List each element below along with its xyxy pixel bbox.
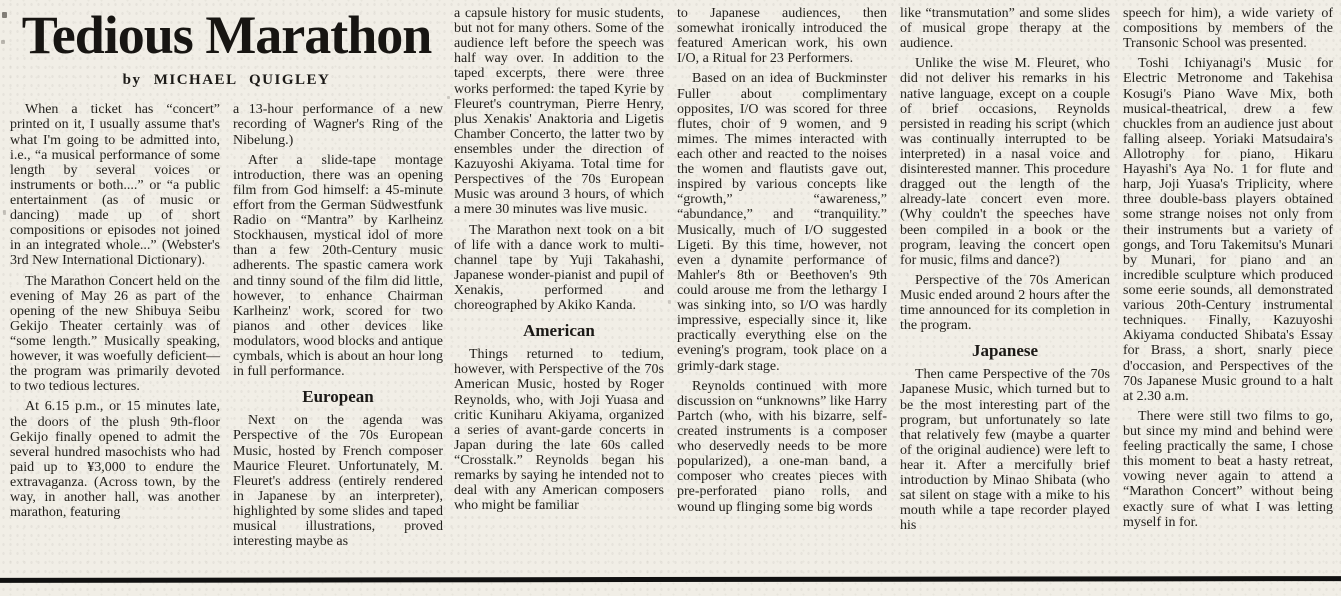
article-column-6 xyxy=(1123,6,1333,574)
section-heading: European xyxy=(302,387,374,407)
article-paragraph: Reynolds continued with more discussion on “unknowns” like Harry Partch (who, with his bizarre, self-created instruments is a composer who deservedly needs to be more popularized), a one-man band, a composer who creates pieces with pre-perforated piano rolls, and wound up flinging some big words xyxy=(677,378,887,515)
article-paragraph: like “transmutation” and some slides of musical grope therapy at the audience. xyxy=(900,6,1110,52)
article-column-3 xyxy=(454,6,664,574)
article-paragraph: a capsule history for music students, but not for many others. Some of the audience left before the speech was half way over. In addition to the taped excerpts, there were three works performed: the taped Kyrie by Fleuret's countryman, Pierre Henry, plus Xenakis' Anaktoria and Ligetis Chamber Concerto, the latter two by ensembles under the direction of Kazuyoshi Akiyama. Total time for Perspectives of the 70s European Music was around 3 hours, of which a mere 30 minutes was live music. xyxy=(454,6,664,218)
section-heading: Japanese xyxy=(971,341,1039,361)
article-paragraph: At 6.15 p.m., or 15 minutes late, the doors of the plush 9th-floor Gekijo finally opened to admit the several hundred masochists who had paid up to ¥3,000 to endure the extravaganza. (Across town, by the way, in another hall, was another marathon, featuring xyxy=(10,399,220,521)
article-paragraph: a 13-hour performance of a new recording of Wagner's Ring of the Nibelung.) xyxy=(233,102,443,148)
scan-speckle xyxy=(447,96,450,99)
article-paragraph: Toshi Ichiyanagi's Music for Electric Metronome and Takehisa Kosugi's Piano Wave Mix, both musical-theatrical, drew a few chuckles from an audience just about falling alseep. Yoriaki Matsudaira's Allotrophy for piano, Hikaru Hayashi's Aya No. 1 for flute and harp, Joji Yuasa's Triplicity, where three double-bass players obtained some strange noises not only from their instruments but a variety of gongs, and Toru Takemitsu's Munari by Munari, for piano and an incredible sculpture which produced some eerie sounds, all demonstrated various 20th-Century instrumental techniques. Finally, Kazuyoshi Akiyama conducted Shibata's Essay for Brass, a short, snarly piece d'occasion, and Perspectives of the 70s Japanese Music ground to a halt at 2.30 a.m. xyxy=(1123,56,1333,404)
article-paragraph: Perspective of the 70s American Music ended around 2 hours after the time announced for its completion in the program. xyxy=(900,272,1110,334)
article-paragraph: to Japanese audiences, then somewhat ironically introduced the featured American work, his own I/O, a Ritual for 23 Performers. xyxy=(677,6,887,67)
article-byline: by MICHAEL QUIGLEY xyxy=(122,72,331,89)
article-lead-columns xyxy=(10,102,443,562)
scan-speckle xyxy=(2,12,7,18)
article-paragraph: After a slide-tape montage introduction, there was an opening film from God himself: a 45-minute effort from the German Südwestfunk Radio on “Mantra” by Karlheinz Stockhausen, mystical idol of more than a few 20th-Century music adherents. The spastic camera work and tinny sound of the film did little, however, to enhance Chairman Karlheinz' work, scored for two pianos and other devices like modulators, wood blocks and antique cymbals, which is about an hour long in full performance. xyxy=(233,152,443,380)
article-paragraph: There were still two films to go, but since my mind and behind were feeling practically the same, I chose this moment to beat a hasty retreat, vowing never again to attend a “Marathon Concert” without being exactly sure of what I was letting myself in for. xyxy=(1123,408,1333,530)
article-paragraph: Next on the agenda was Perspective of the 70s European Music, hosted by French composer Maurice Fleuret. Unfortunately, M. Fleuret's address (entirely rendered in Japanese by an interpreter), highlighted by some slides and taped musical illustrations, proved interesting maybe as xyxy=(233,413,443,550)
scan-speckle xyxy=(668,300,671,304)
bottom-rule xyxy=(0,576,1341,583)
article-column-2 xyxy=(233,102,443,562)
section-heading: American xyxy=(523,321,595,341)
article-title: Tedious Marathon xyxy=(21,5,432,65)
article-paragraph: When a ticket has “concert” printed on it, I usually assume that's what I'm going to be admitted into, i.e., “a musical performance of some length by several voices or instruments or both....” or “a public entertainment (as of music or dancing) made up of short compositions or episodes not joined in an integrated whole...” (Webster's 3rd New International Dictionary). xyxy=(10,102,220,269)
article-paragraph: speech for him), a wide variety of compositions by members of the Transonic School was presented. xyxy=(1123,6,1333,52)
article-column-1 xyxy=(10,102,220,562)
scan-speckle xyxy=(1,40,5,44)
article-paragraph: Unlike the wise M. Fleuret, who did not deliver his remarks in his native language, except on a couple of brief occasions, Reynolds persisted in reading his script (which was continually interrupted to be interpreted) in a nasal voice and disinterested manner. This procedure dragged out the length of the already-late concert even more. (Why couldn't the speeches have been compiled in a book or the program, leaving the concert open for music, films and dance?) xyxy=(900,56,1110,268)
article-column-5 xyxy=(900,6,1110,574)
article-paragraph: Based on an idea of Buckminster Fuller about complimentary opposites, I/O was scored for three flutes, choir of 9 women, and 9 mimes. The mimes interacted with each other and reacted to the noises the women and flautists gave out, inspired by various concepts like “growth,” “awareness,” “abundance,” and “tranquility.” Musically, much of I/O suggested Ligeti. By this time, however, not even a dynamite performance of Mahler's 8th or Beethoven's 9th could arouse me from the lethargy I was sinking into, so I/O was hardly impressive, especially since it, like practically everything else on the evening's program, took place on a grimly-dark stage. xyxy=(677,71,887,374)
article-paragraph: The Marathon next took on a bit of life with a dance work to multi-channel tape by Yuji Takahashi, Japanese wonder-pianist and pupil of Xenakis, performed and choreographed by Akiko Kanda. xyxy=(454,222,664,314)
article-paragraph: The Marathon Concert held on the evening of May 26 as part of the opening of the new Shibuya Seibu Gekijo Theater certainly was of “some length.” Musically speaking, however, it was woefully deficient—the program was primarily devoted to two tedious lectures. xyxy=(10,273,220,395)
article-paragraph: Things returned to tedium, however, with Perspective of the 70s American Music, hosted by Roger Reynolds, who, with Joji Yuasa and critic Kuniharu Akiyama, organized a series of avant-garde concerts in Japan during the late 60s called “Crosstalk.” Reynolds began his remarks by saying he intended not to deal with any American composers who might be familiar xyxy=(454,347,664,514)
article-column-4 xyxy=(677,6,887,574)
article-head-section xyxy=(10,6,443,562)
scan-speckle xyxy=(3,210,6,215)
article-paragraph: Then came Perspective of the 70s Japanese Music, which turned but to be the most interesting part of the program, but unfortunately so late that relatively few (maybe a quarter of the original audience) were left to hear it. After a mercifully brief introduction by Minao Shibata (who sat silent on stage with a mike to his mouth while a tape recorder played his xyxy=(900,367,1110,534)
